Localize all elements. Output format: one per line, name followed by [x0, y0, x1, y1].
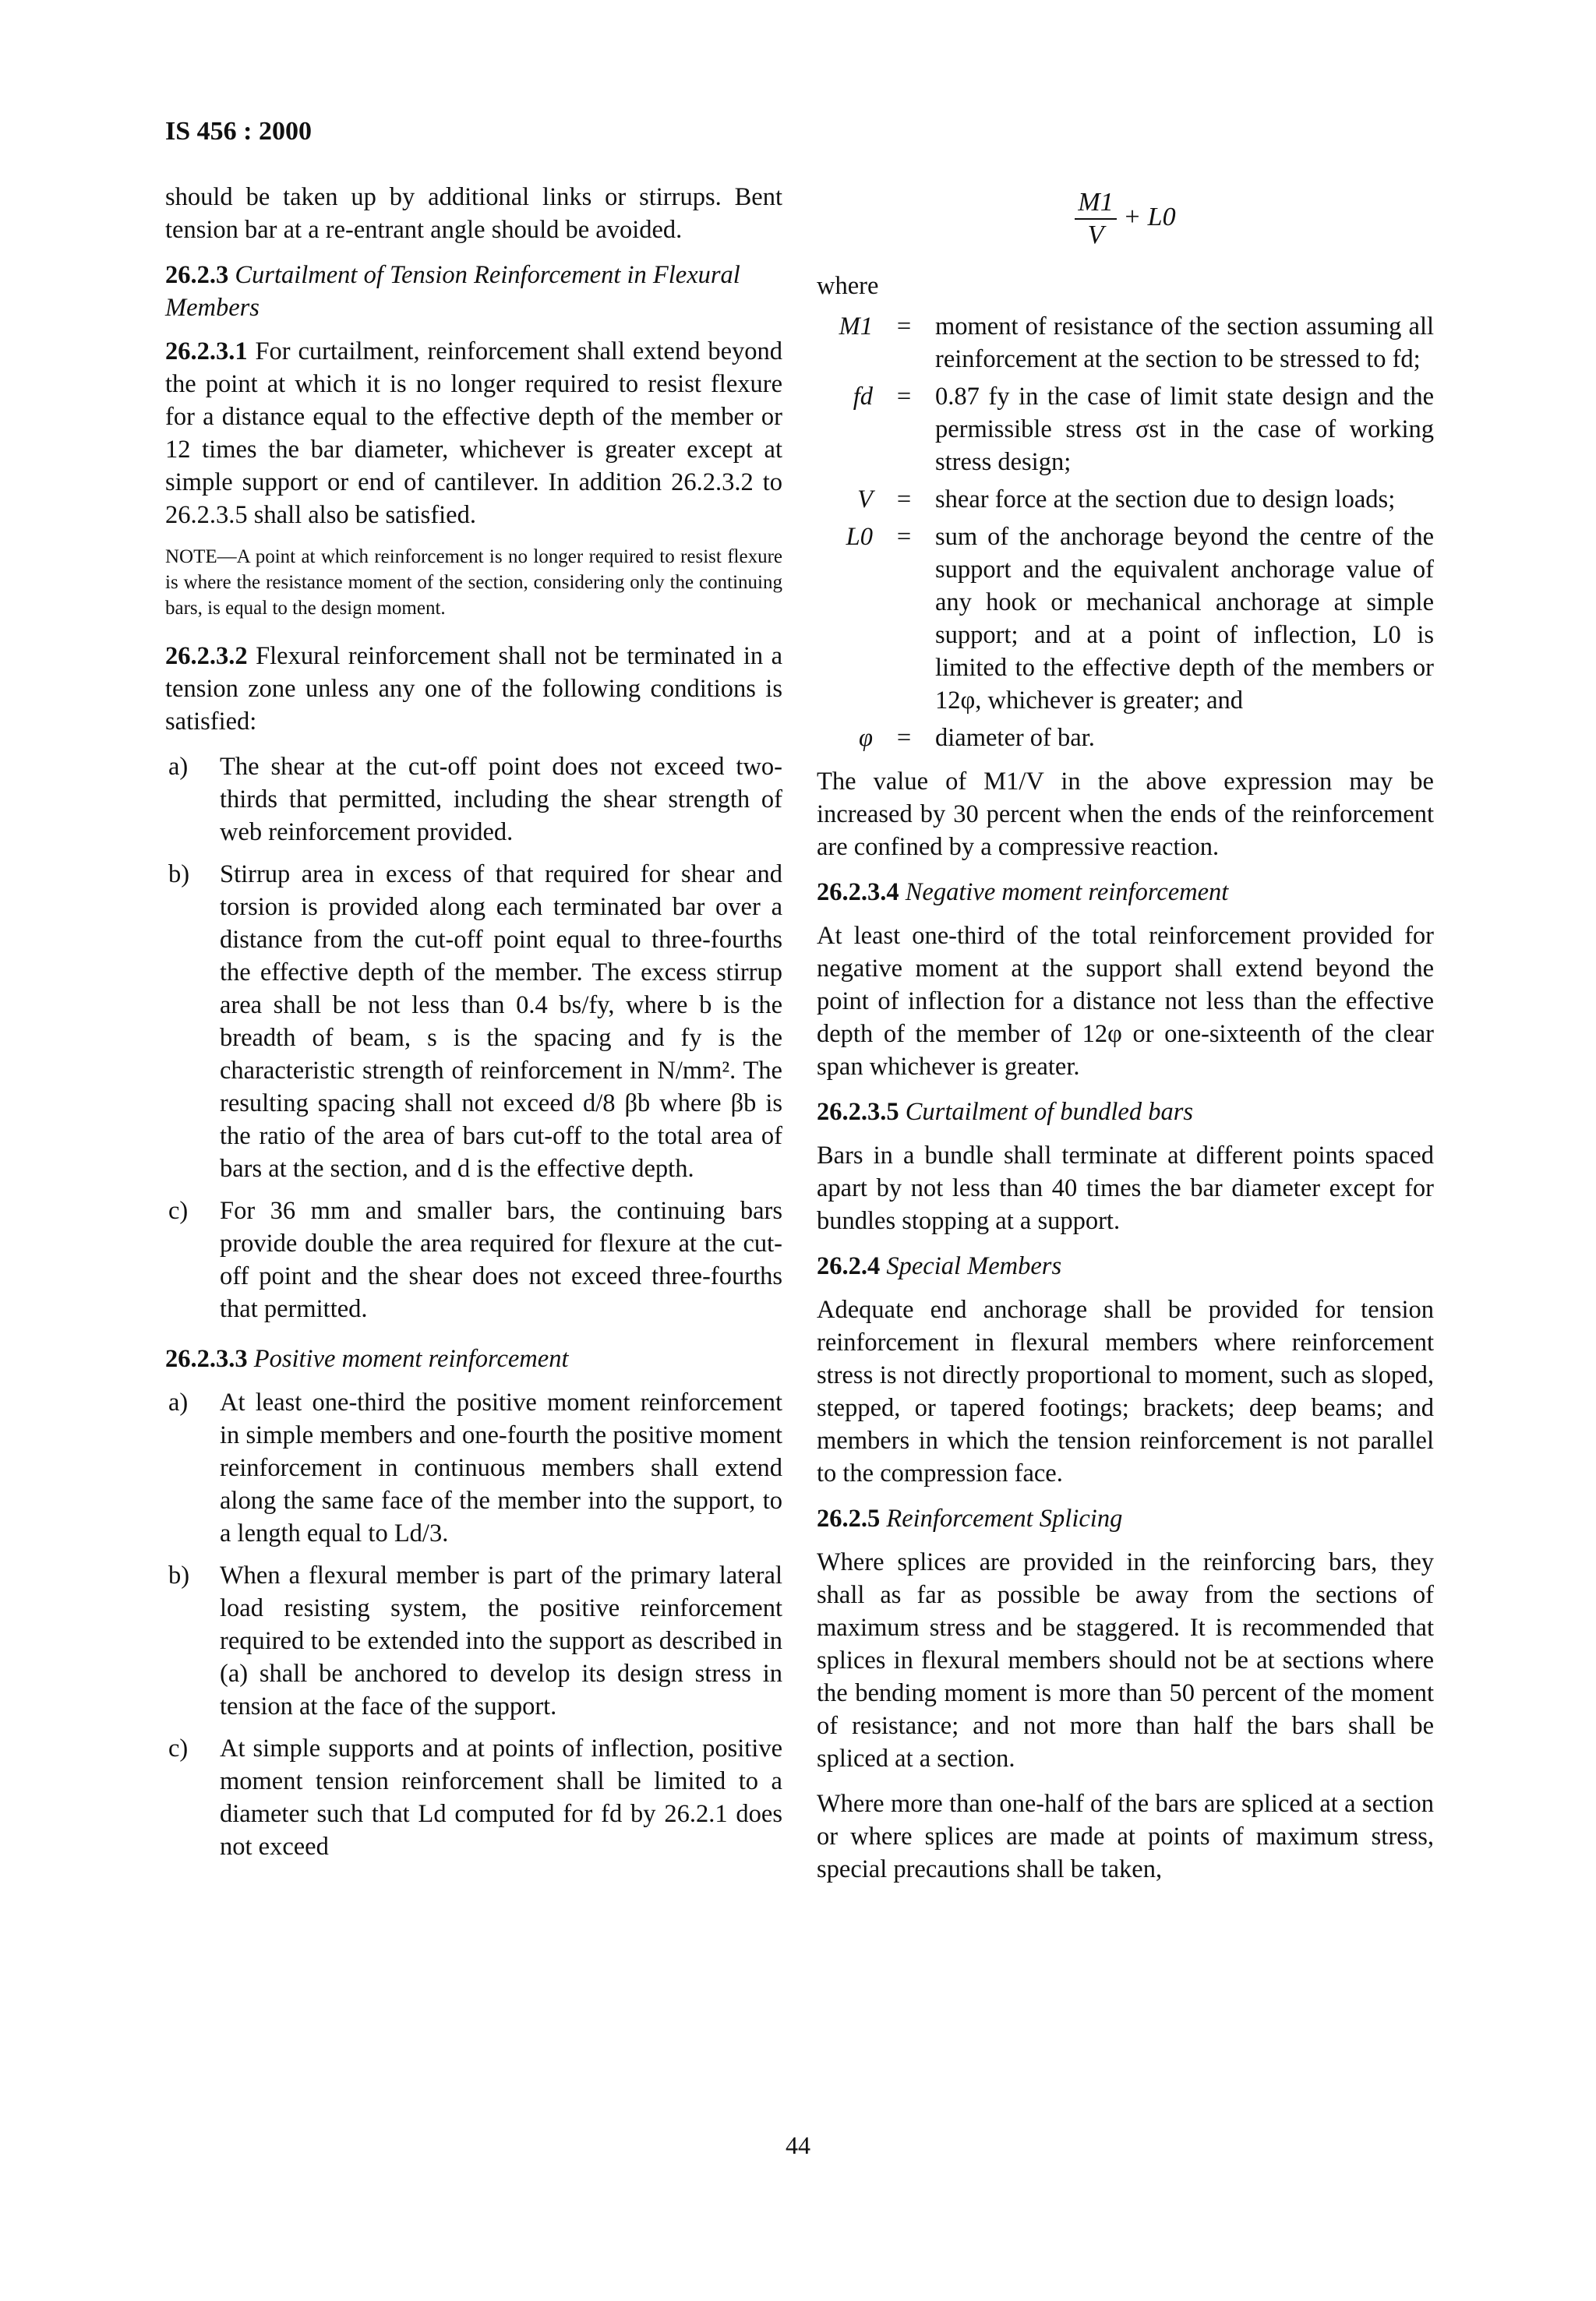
section-26-2-3-1 [165, 335, 782, 531]
list-item [165, 1732, 782, 1863]
section-26-2-3-3-heading [165, 1343, 782, 1375]
section-number: 26.2.3.3 [165, 1345, 248, 1373]
list-item [165, 1559, 782, 1723]
left-column [165, 181, 782, 1880]
section-number: 26.2.3.4 [817, 878, 899, 906]
item-text: For 36 mm and smaller bars, the continuing bars provide double the area required for flexure at the cut-off point and the shear does not exceed three-fourths that permitted. [220, 1197, 782, 1323]
item-text: The shear at the cut-off point does not exceed two-thirds that permitted, including the shear strength of web reinforcement provided. [220, 753, 782, 846]
section-26-2-5-text-1: Where splices are provided in the reinforcing bars, they shall as far as possible be away from the sections of maximum stress and be staggered. It is recommended that splices in flexural members should not be at sections where the bending moment is more than 50 percent of the moment of resistance; and not more than half the bars shall be spliced at a section. [817, 1548, 1434, 1773]
section-title: Negative moment reinforcement [905, 878, 1229, 906]
item-text: At simple supports and at points of inflection, positive moment tension reinforcement shall be limited to a diameter such that Ld computed for fd by 26.2.1 does not exceed [220, 1735, 782, 1861]
section-text: For curtailment, reinforcement shall extend beyond the point at which it is no longer required to resist flexure for a distance equal to the effective depth of the member or 12 times the bar diameter, whichever is greater except at simple support or end of cantilever. In addition 26.2.3.2 to 26.2.3.5 shall also be satisfied. [165, 337, 782, 529]
intro-paragraph: should be taken up by additional links or stirrups. Bent tension bar at a re-entrant angle should be avoided. [165, 183, 782, 244]
equals-sign: = [896, 312, 912, 341]
definition-symbol: L0 [846, 523, 873, 551]
item-label: a) [168, 753, 189, 781]
where-label: where [817, 272, 879, 300]
section-number: 26.2.5 [817, 1505, 881, 1533]
positive-moment-list [165, 1386, 782, 1863]
standard-header: IS 456 : 2000 [165, 117, 312, 146]
section-title: Special Members [886, 1252, 1062, 1280]
section-26-2-3-4-text: At least one-third of the total reinforcement provided for negative moment at the support shall extend beyond the point of inflection for a distance not less than the effective depth of the member of 12φ or one-sixteenth of the clear span whichever is greater. [817, 922, 1434, 1081]
definition-row [817, 380, 1434, 478]
definition-text: shear force at the section due to design loads; [935, 485, 1396, 513]
definition-symbol: V [857, 485, 873, 513]
section-number: 26.2.3 [165, 261, 229, 289]
list-item [165, 1386, 782, 1550]
formula-fraction [1075, 187, 1116, 251]
item-label: a) [168, 1389, 189, 1417]
section-26-2-5-text-2: Where more than one-half of the bars are spliced at a section or where splices are made at points of maximum stress, special precautions shall be taken, [817, 1790, 1434, 1883]
section-title: Curtailment of Tension Reinforcement in Flexural Members [165, 261, 740, 322]
definitions-list [817, 310, 1434, 754]
item-label: b) [168, 860, 190, 888]
definition-text: 0.87 fy in the case of limit state design and the permissible stress σst in the case of working stress design; [935, 383, 1434, 476]
definition-symbol: fd [853, 383, 873, 411]
formula-rest: + L0 [1123, 202, 1176, 231]
item-text: When a flexural member is part of the primary lateral load resisting system, the positive reinforcement required to be extended into the support as described in (a) shall be anchored to develop its design stress in tension at the face of the support. [220, 1562, 782, 1720]
formula-denominator: V [1087, 221, 1104, 249]
equals-sign: = [896, 383, 912, 411]
section-26-2-4-heading [817, 1250, 1434, 1283]
item-label: c) [168, 1735, 189, 1763]
section-number: 26.2.3.1 [165, 337, 248, 365]
definition-row [817, 722, 1434, 754]
section-26-2-3-5-text: Bars in a bundle shall terminate at different points spaced apart by not less than 40 times the bar diameter except for bundles stopping at a support. [817, 1142, 1434, 1235]
section-title: Reinforcement Splicing [886, 1505, 1123, 1533]
right-column [817, 181, 1434, 1898]
section-26-2-3-2 [165, 640, 782, 738]
curtailment-formula [817, 187, 1434, 265]
equals-sign: = [896, 724, 912, 752]
section-26-2-3-heading [165, 259, 782, 324]
definition-text: moment of resistance of the section assuming all reinforcement at the section to be stressed to fd; [935, 312, 1434, 373]
formula-numerator: M1 [1075, 187, 1116, 220]
definition-symbol: φ [859, 724, 873, 752]
item-label: c) [168, 1197, 189, 1225]
section-number: 26.2.4 [817, 1252, 881, 1280]
section-26-2-3-5-heading [817, 1096, 1434, 1128]
definition-symbol: M1 [839, 312, 873, 341]
section-number: 26.2.3.5 [817, 1098, 899, 1126]
equals-sign: = [896, 485, 912, 513]
item-label: b) [168, 1562, 190, 1590]
section-26-2-5-heading [817, 1502, 1434, 1535]
item-text: At least one-third the positive moment reinforcement in simple members and one-fourth the positive moment reinforcement in continuous members shall extend along the same face of the member into the support, to a length equal to Ld/3. [220, 1389, 782, 1548]
definition-row [817, 483, 1434, 516]
section-26-2-3-4-heading [817, 876, 1434, 909]
definition-row [817, 310, 1434, 376]
section-text: Flexural reinforcement shall not be terminated in a tension zone unless any one of the following conditions is satisfied: [165, 642, 783, 736]
list-item [165, 1195, 782, 1325]
conditions-list [165, 750, 782, 1325]
item-text: Stirrup area in excess of that required for shear and torsion is provided along each terminated bar over a distance from the cut-off point equal to three-fourths the effective depth of the member. The excess stirrup area shall be not less than 0.4 bs/fy, where b is the breadth of beam, s is the spacing and fy is the characteristic strength of reinforcement in N/mm². The resulting spacing shall not exceed d/8 βb where βb is the ratio of the area of bars cut-off to the total area of bars at the section, and d is the effective depth. [220, 860, 782, 1183]
list-item [165, 858, 782, 1185]
note-paragraph: NOTE—A point at which reinforcement is no longer required to resist flexure is where the resistance moment of the section, considering only the continuing bars, is equal to the design moment. [165, 546, 782, 619]
section-number: 26.2.3.2 [165, 642, 248, 670]
section-title: Curtailment of bundled bars [905, 1098, 1193, 1126]
definition-row [817, 521, 1434, 717]
page-number: 44 [786, 2131, 810, 2159]
equals-sign: = [896, 523, 912, 551]
list-item [165, 750, 782, 849]
value-paragraph: The value of M1/V in the above expression may be increased by 30 percent when the ends of the reinforcement are confined by a compressive reaction. [817, 768, 1434, 861]
section-26-2-4-text: Adequate end anchorage shall be provided for tension reinforcement in flexural members where reinforcement stress is not directly proportional to moment, such as sloped, stepped, or tapered footings; brackets; deep beams; and members in which the tension reinforcement is not parallel to the compression face. [817, 1296, 1434, 1488]
section-title: Positive moment reinforcement [253, 1345, 569, 1373]
definition-text: diameter of bar. [935, 724, 1095, 752]
definition-text: sum of the anchorage beyond the centre of the support and the equivalent anchorage value of any hook or mechanical anchorage at simple support; and at a point of inflection, L0 is limited to the effective depth of the members or 12φ, whichever is greater; and [935, 523, 1434, 715]
